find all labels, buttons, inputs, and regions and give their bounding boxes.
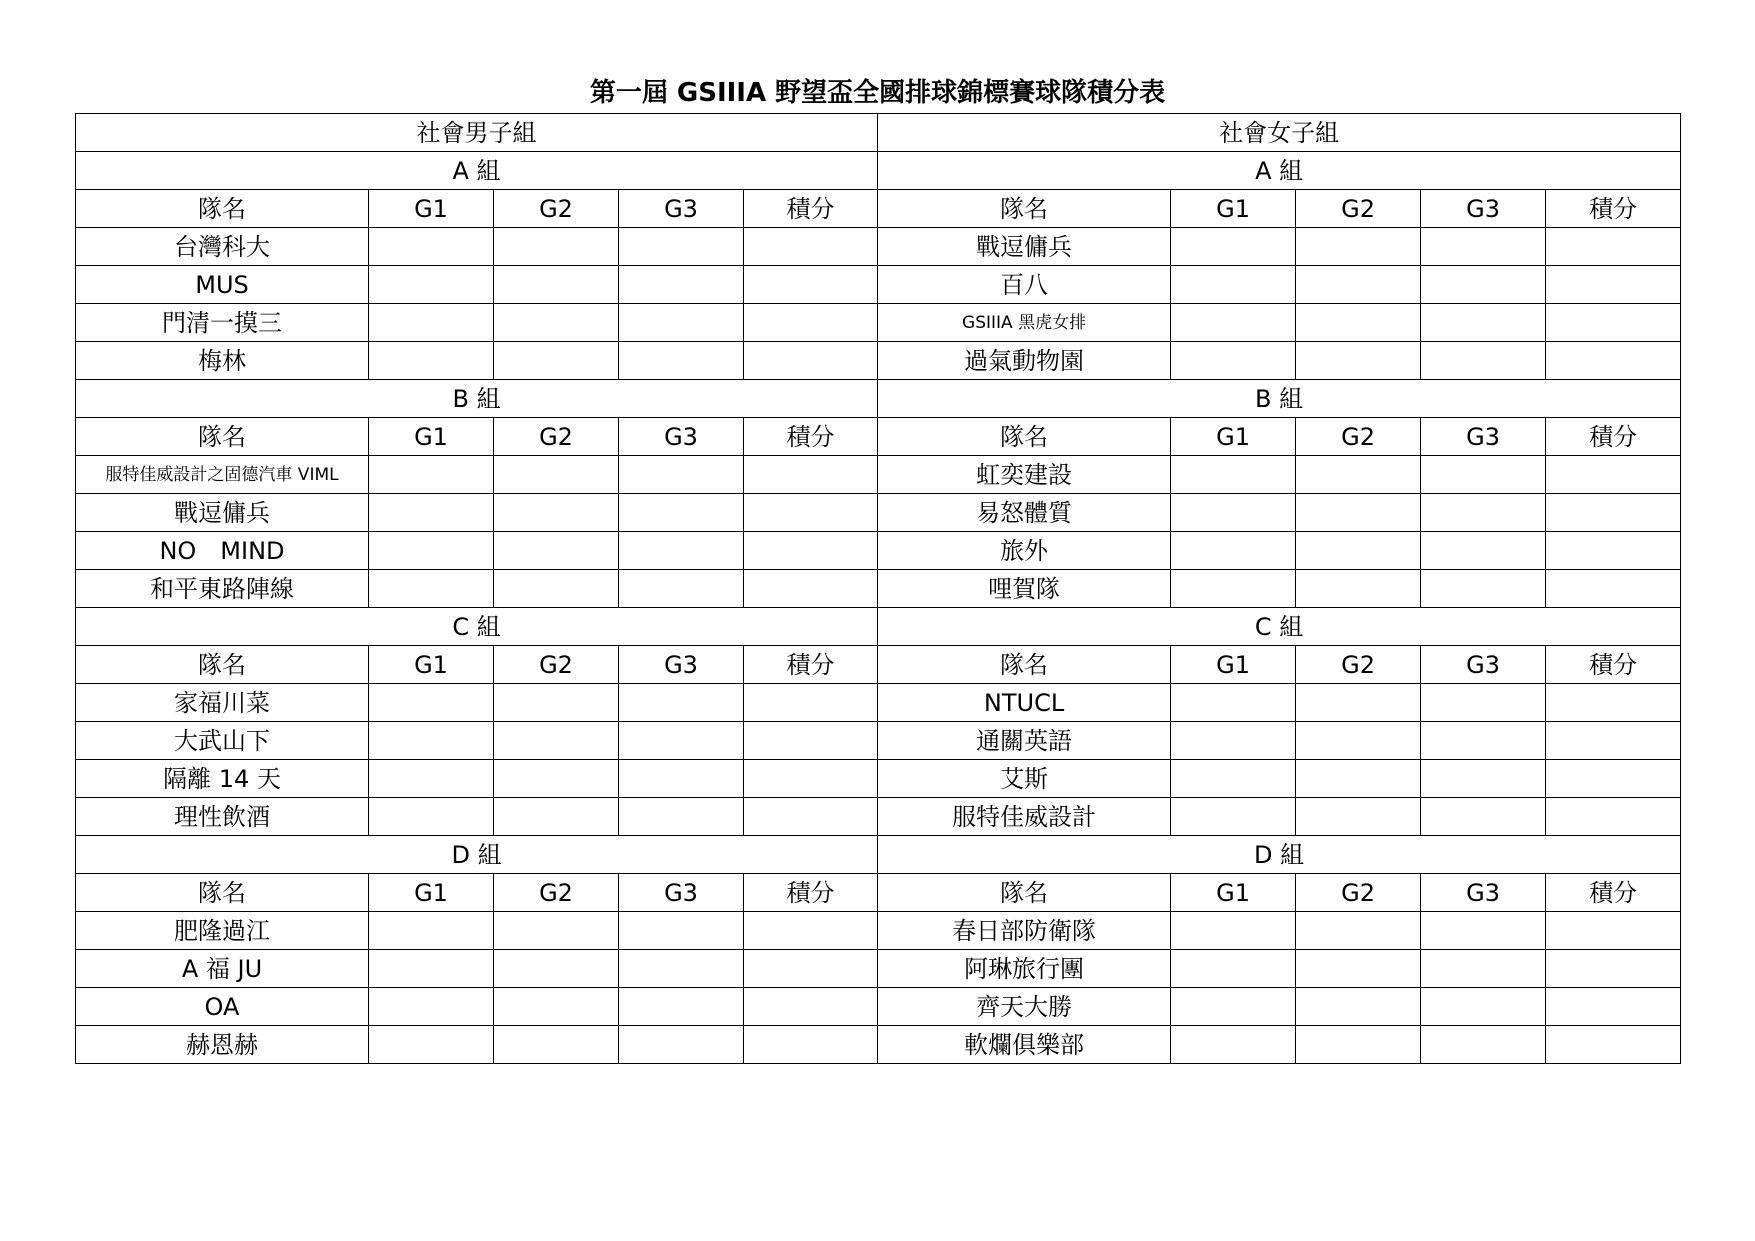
g1-score-cell [369,760,494,798]
team-name-cell: 台灣科大 [76,228,369,266]
team-name-cell: GSIIIA 黑虎女排 [878,304,1171,342]
points-cell [744,1026,878,1064]
team-name-cell: 門清一摸三 [76,304,369,342]
column-header: G3 [1421,418,1546,456]
g3-score-cell [619,760,744,798]
g2-score-cell [1296,304,1421,342]
points-cell [744,912,878,950]
g2-score-cell [494,266,619,304]
g3-score-cell [619,912,744,950]
g1-score-cell [369,342,494,380]
column-header: G2 [1296,190,1421,228]
points-cell [1546,532,1681,570]
column-header: G2 [494,190,619,228]
points-cell [744,798,878,836]
points-cell [744,456,878,494]
g3-score-cell [619,342,744,380]
g1-score-cell [369,950,494,988]
g1-score-cell [369,684,494,722]
g1-score-cell [1171,342,1296,380]
team-name-cell: 服特佳威設計之固德汽車 VIML [76,456,369,494]
g3-score-cell [1421,532,1546,570]
g2-score-cell [494,798,619,836]
team-name-cell: 百八 [878,266,1171,304]
g2-score-cell [1296,456,1421,494]
g1-score-cell [1171,950,1296,988]
column-header: G2 [494,874,619,912]
points-cell [744,304,878,342]
column-header: G3 [1421,646,1546,684]
g1-score-cell [1171,988,1296,1026]
team-name-cell: NTUCL [878,684,1171,722]
g2-score-cell [1296,684,1421,722]
g2-score-cell [1296,494,1421,532]
team-name-cell: 易怒體質 [878,494,1171,532]
group-header-row [76,152,1681,190]
points-cell [744,950,878,988]
g3-score-cell [1421,798,1546,836]
points-cell [744,570,878,608]
team-name-cell: 齊天大勝 [878,988,1171,1026]
points-cell [744,988,878,1026]
g1-score-cell [1171,684,1296,722]
points-cell [1546,570,1681,608]
group-header-row [76,608,1681,646]
g2-score-cell [494,342,619,380]
team-row [76,266,1681,304]
column-header: 隊名 [76,874,369,912]
team-row [76,304,1681,342]
column-header: G2 [1296,874,1421,912]
team-row [76,456,1681,494]
team-name-cell: 哩賀隊 [878,570,1171,608]
team-name-cell: OA [76,988,369,1026]
g1-score-cell [1171,494,1296,532]
division-header: 社會女子組 [878,114,1681,152]
team-name-cell: 通關英語 [878,722,1171,760]
points-cell [1546,494,1681,532]
standings-table [75,113,1681,1064]
g2-score-cell [494,684,619,722]
g2-score-cell [1296,1026,1421,1064]
team-name-cell: A 福 JU [76,950,369,988]
team-name-cell: 艾斯 [878,760,1171,798]
g3-score-cell [619,1026,744,1064]
g3-score-cell [1421,494,1546,532]
column-header-row [76,874,1681,912]
team-row [76,570,1681,608]
g3-score-cell [1421,722,1546,760]
points-cell [1546,722,1681,760]
team-row [76,684,1681,722]
g2-score-cell [494,988,619,1026]
team-name-cell: 過氣動物園 [878,342,1171,380]
column-header: G2 [494,646,619,684]
points-cell [1546,1026,1681,1064]
g2-score-cell [1296,342,1421,380]
g2-score-cell [1296,760,1421,798]
g1-score-cell [1171,304,1296,342]
g2-score-cell [494,494,619,532]
g2-score-cell [1296,950,1421,988]
g2-score-cell [494,570,619,608]
g3-score-cell [619,494,744,532]
points-cell [744,342,878,380]
g2-score-cell [494,950,619,988]
team-row [76,532,1681,570]
division-header: 社會男子組 [76,114,878,152]
g2-score-cell [1296,722,1421,760]
team-row [76,228,1681,266]
group-header: A 組 [878,152,1681,190]
column-header: G1 [369,874,494,912]
column-header-row [76,418,1681,456]
team-row [76,950,1681,988]
points-cell [1546,228,1681,266]
column-header: 隊名 [878,190,1171,228]
points-cell [744,684,878,722]
g3-score-cell [1421,266,1546,304]
points-cell [744,760,878,798]
column-header: 積分 [744,646,878,684]
column-header: G2 [1296,646,1421,684]
team-row [76,988,1681,1026]
team-name-cell: 肥隆過江 [76,912,369,950]
column-header-row [76,190,1681,228]
g1-score-cell [369,304,494,342]
g3-score-cell [619,532,744,570]
column-header: 積分 [744,418,878,456]
group-header: D 組 [76,836,878,874]
g1-score-cell [1171,228,1296,266]
g2-score-cell [494,760,619,798]
g1-score-cell [1171,912,1296,950]
page-title: 第一屆 GSIIIA 野望盃全國排球錦標賽球隊積分表 [589,78,1166,108]
team-name-cell: 隔離 14 天 [76,760,369,798]
column-header: 積分 [744,190,878,228]
team-name-cell: 大武山下 [76,722,369,760]
team-name-cell: 軟爛俱樂部 [878,1026,1171,1064]
g1-score-cell [369,912,494,950]
team-row [76,912,1681,950]
points-cell [1546,684,1681,722]
column-header: G1 [369,190,494,228]
column-header: 隊名 [878,418,1171,456]
g1-score-cell [1171,1026,1296,1064]
g3-score-cell [1421,570,1546,608]
points-cell [1546,988,1681,1026]
g2-score-cell [1296,228,1421,266]
group-header-row [76,380,1681,418]
column-header: G2 [1296,418,1421,456]
column-header: G1 [1171,418,1296,456]
team-name-cell: 赫恩赫 [76,1026,369,1064]
points-cell [1546,798,1681,836]
g3-score-cell [1421,228,1546,266]
team-row [76,1026,1681,1064]
column-header: 隊名 [76,646,369,684]
g3-score-cell [1421,988,1546,1026]
g2-score-cell [494,304,619,342]
team-name-cell: 戰逗傭兵 [878,228,1171,266]
team-row [76,342,1681,380]
g1-score-cell [1171,266,1296,304]
column-header: 積分 [1546,874,1681,912]
g1-score-cell [369,494,494,532]
column-header: 隊名 [878,646,1171,684]
team-name-cell: 服特佳威設計 [878,798,1171,836]
g1-score-cell [369,266,494,304]
g2-score-cell [494,912,619,950]
g3-score-cell [619,798,744,836]
g3-score-cell [619,570,744,608]
points-cell [1546,304,1681,342]
team-name-cell: 戰逗傭兵 [76,494,369,532]
group-header: C 組 [76,608,878,646]
g2-score-cell [1296,798,1421,836]
g3-score-cell [1421,304,1546,342]
points-cell [1546,456,1681,494]
g1-score-cell [1171,532,1296,570]
g2-score-cell [494,532,619,570]
team-row [76,798,1681,836]
column-header: 隊名 [878,874,1171,912]
column-header: G2 [494,418,619,456]
g3-score-cell [1421,760,1546,798]
column-header: G3 [619,874,744,912]
column-header: 隊名 [76,418,369,456]
points-cell [1546,266,1681,304]
group-header: D 組 [878,836,1681,874]
column-header-row [76,646,1681,684]
g2-score-cell [494,456,619,494]
team-name-cell: NO MIND [76,532,369,570]
column-header: G1 [369,418,494,456]
division-header-row [76,114,1681,152]
points-cell [744,722,878,760]
g3-score-cell [1421,684,1546,722]
team-name-cell: 和平東路陣線 [76,570,369,608]
g2-score-cell [1296,532,1421,570]
g1-score-cell [1171,570,1296,608]
team-row [76,494,1681,532]
g2-score-cell [1296,570,1421,608]
column-header: 積分 [1546,190,1681,228]
g3-score-cell [619,988,744,1026]
column-header: 積分 [744,874,878,912]
points-cell [1546,760,1681,798]
team-name-cell: 梅林 [76,342,369,380]
team-row [76,760,1681,798]
group-header: C 組 [878,608,1681,646]
g3-score-cell [1421,912,1546,950]
group-header-row [76,836,1681,874]
team-name-cell: 虹奕建設 [878,456,1171,494]
points-cell [1546,950,1681,988]
g1-score-cell [369,456,494,494]
g3-score-cell [1421,342,1546,380]
g2-score-cell [494,1026,619,1064]
g3-score-cell [1421,950,1546,988]
column-header: 積分 [1546,418,1681,456]
g2-score-cell [1296,266,1421,304]
g3-score-cell [1421,456,1546,494]
team-name-cell: 春日部防衛隊 [878,912,1171,950]
g1-score-cell [369,798,494,836]
column-header: G3 [1421,190,1546,228]
group-header: A 組 [76,152,878,190]
g1-score-cell [1171,722,1296,760]
g2-score-cell [494,228,619,266]
points-cell [744,228,878,266]
column-header: G3 [619,190,744,228]
g1-score-cell [369,988,494,1026]
column-header: G1 [369,646,494,684]
column-header: 積分 [1546,646,1681,684]
column-header: 隊名 [76,190,369,228]
points-cell [744,266,878,304]
g1-score-cell [369,722,494,760]
points-cell [1546,342,1681,380]
column-header: G3 [619,646,744,684]
column-header: G1 [1171,190,1296,228]
g3-score-cell [619,228,744,266]
group-header: B 組 [878,380,1681,418]
g3-score-cell [1421,1026,1546,1064]
team-name-cell: MUS [76,266,369,304]
team-name-cell: 家福川菜 [76,684,369,722]
g3-score-cell [619,456,744,494]
g1-score-cell [1171,798,1296,836]
g3-score-cell [619,304,744,342]
g3-score-cell [619,950,744,988]
column-header: G3 [1421,874,1546,912]
g3-score-cell [619,266,744,304]
points-cell [744,494,878,532]
team-name-cell: 阿琳旅行團 [878,950,1171,988]
g1-score-cell [369,1026,494,1064]
team-name-cell: 理性飲酒 [76,798,369,836]
g2-score-cell [1296,912,1421,950]
g1-score-cell [1171,456,1296,494]
points-cell [744,532,878,570]
g3-score-cell [619,684,744,722]
column-header: G1 [1171,874,1296,912]
column-header: G1 [1171,646,1296,684]
group-header: B 組 [76,380,878,418]
team-name-cell: 旅外 [878,532,1171,570]
g3-score-cell [619,722,744,760]
points-cell [1546,912,1681,950]
team-row [76,722,1681,760]
column-header: G3 [619,418,744,456]
g1-score-cell [369,228,494,266]
g2-score-cell [494,722,619,760]
g1-score-cell [369,532,494,570]
g1-score-cell [369,570,494,608]
g2-score-cell [1296,988,1421,1026]
g1-score-cell [1171,760,1296,798]
